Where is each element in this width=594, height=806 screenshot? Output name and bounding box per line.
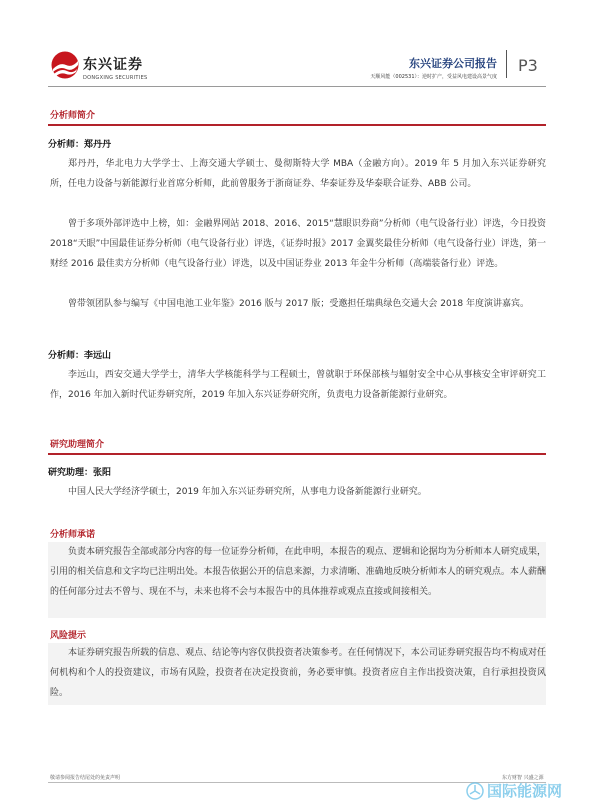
analyst2-para-1: 李远山，西安交通大学学士，清华大学核能科学与工程硕士，曾就职于环保部核与辐射安全中心从事核安全审评研究工作，2016 年加入新时代证券研究所，2019 年加入东兴证券研究所，负责电力设备新能源行业研究。: [50, 370, 546, 400]
brand-text: [83, 54, 148, 81]
watermark: [466, 780, 562, 801]
analyst1-para-2: 曾于多项外部评选中上榜，如：金融界网站 2018、2016、2015“慧眼识券商”分析师（电气设备行业）评选，今日投资 2018“天眼”中国最佳证券分析师（电气设备行业）评选，《证券时报》2017 金翼奖最佳分析师（电气设备行业）评选，第一财经 2016 最佳卖方分析师（电气设备行业）评选，以及中国证券业 2013 年金牛分析师（高端装备行业）评选。: [50, 219, 546, 269]
report-title: 东兴证券公司报告: [409, 57, 497, 70]
section-analyst-intro: [48, 108, 546, 126]
analyst1-heading: 分析师：郑丹丹: [48, 140, 112, 150]
risk-text: 本证券研究报告所载的信息、观点、结论等内容仅供投资者决策参考。在任何情况下，本公司证券研究报告均不构成对任何机构和个人的投资建议，市场有风险，投资者在决定投资前，务必要审慎。投资者应自主作出投资决策，自行承担投资风险。: [50, 648, 546, 698]
header-divider: [506, 50, 507, 78]
section-rule: [48, 124, 546, 126]
assistant-para-1: 中国人民大学经济学硕士，2019 年加入东兴证券研究所，从事电力设备新能源行业研究。: [68, 487, 427, 497]
section-title: 分析师承诺: [50, 530, 96, 540]
analyst1-para-3: 曾带领团队参与编写《中国电池工业年鉴》2016 版与 2017 版；受邀担任瑞典绿色交通大会 2018 年度演讲嘉宾。: [68, 299, 530, 309]
analyst1-para-1: 郑丹丹，华北电力大学学士、上海交通大学硕士、曼彻斯特大学 MBA（金融方向）。2019 年 5 月加入东兴证券研究所，任电力设备与新能源行业首席分析师，此前曾服务于浙商证券、华泰证券及华泰联合证券、ABB 公司。: [50, 159, 546, 189]
commitment-text: 负责本研究报告全部或部分内容的每一位证券分析师，在此申明，本报告的观点、逻辑和论据均为分析师本人研究成果，引用的相关信息和文字均已注明出处。本报告依据公开的信息来源，力求清晰、准确地反映分析师本人的研究观点。本人薪酬的任何部分过去不曾与、现在不与，未来也将不会与本报告中的具体推荐或观点直接或间接相关。: [50, 547, 546, 597]
dongxing-logo-icon: [50, 50, 80, 80]
assistant-heading: 研究助理：张阳: [48, 468, 112, 478]
wind-turbine-icon: [466, 782, 484, 800]
page-number: P3: [518, 56, 538, 75]
footer-disclaimer: 敬请参阅报告结尾处的免责声明: [50, 775, 121, 781]
watermark-text: 国际能源网: [487, 782, 563, 800]
section-title: 风险提示: [50, 631, 87, 641]
brand-name-cn: 东兴证券: [83, 57, 143, 73]
header-rule: [48, 86, 546, 87]
section-rule: [48, 453, 546, 455]
analyst2-heading: 分析师：李远山: [48, 351, 112, 361]
report-subtitle: 天顺风能（002531）：逆时扩产，受益风电建设高景气度: [370, 74, 497, 80]
footer-slogan: 东方财智 兴盛之源: [502, 775, 544, 781]
brand-name-en: DONGXING SECURITIES: [83, 75, 148, 81]
section-title: 研究助理简介: [50, 440, 105, 450]
section-title: 分析师简介: [50, 111, 96, 121]
section-assistant-intro: [48, 437, 546, 455]
